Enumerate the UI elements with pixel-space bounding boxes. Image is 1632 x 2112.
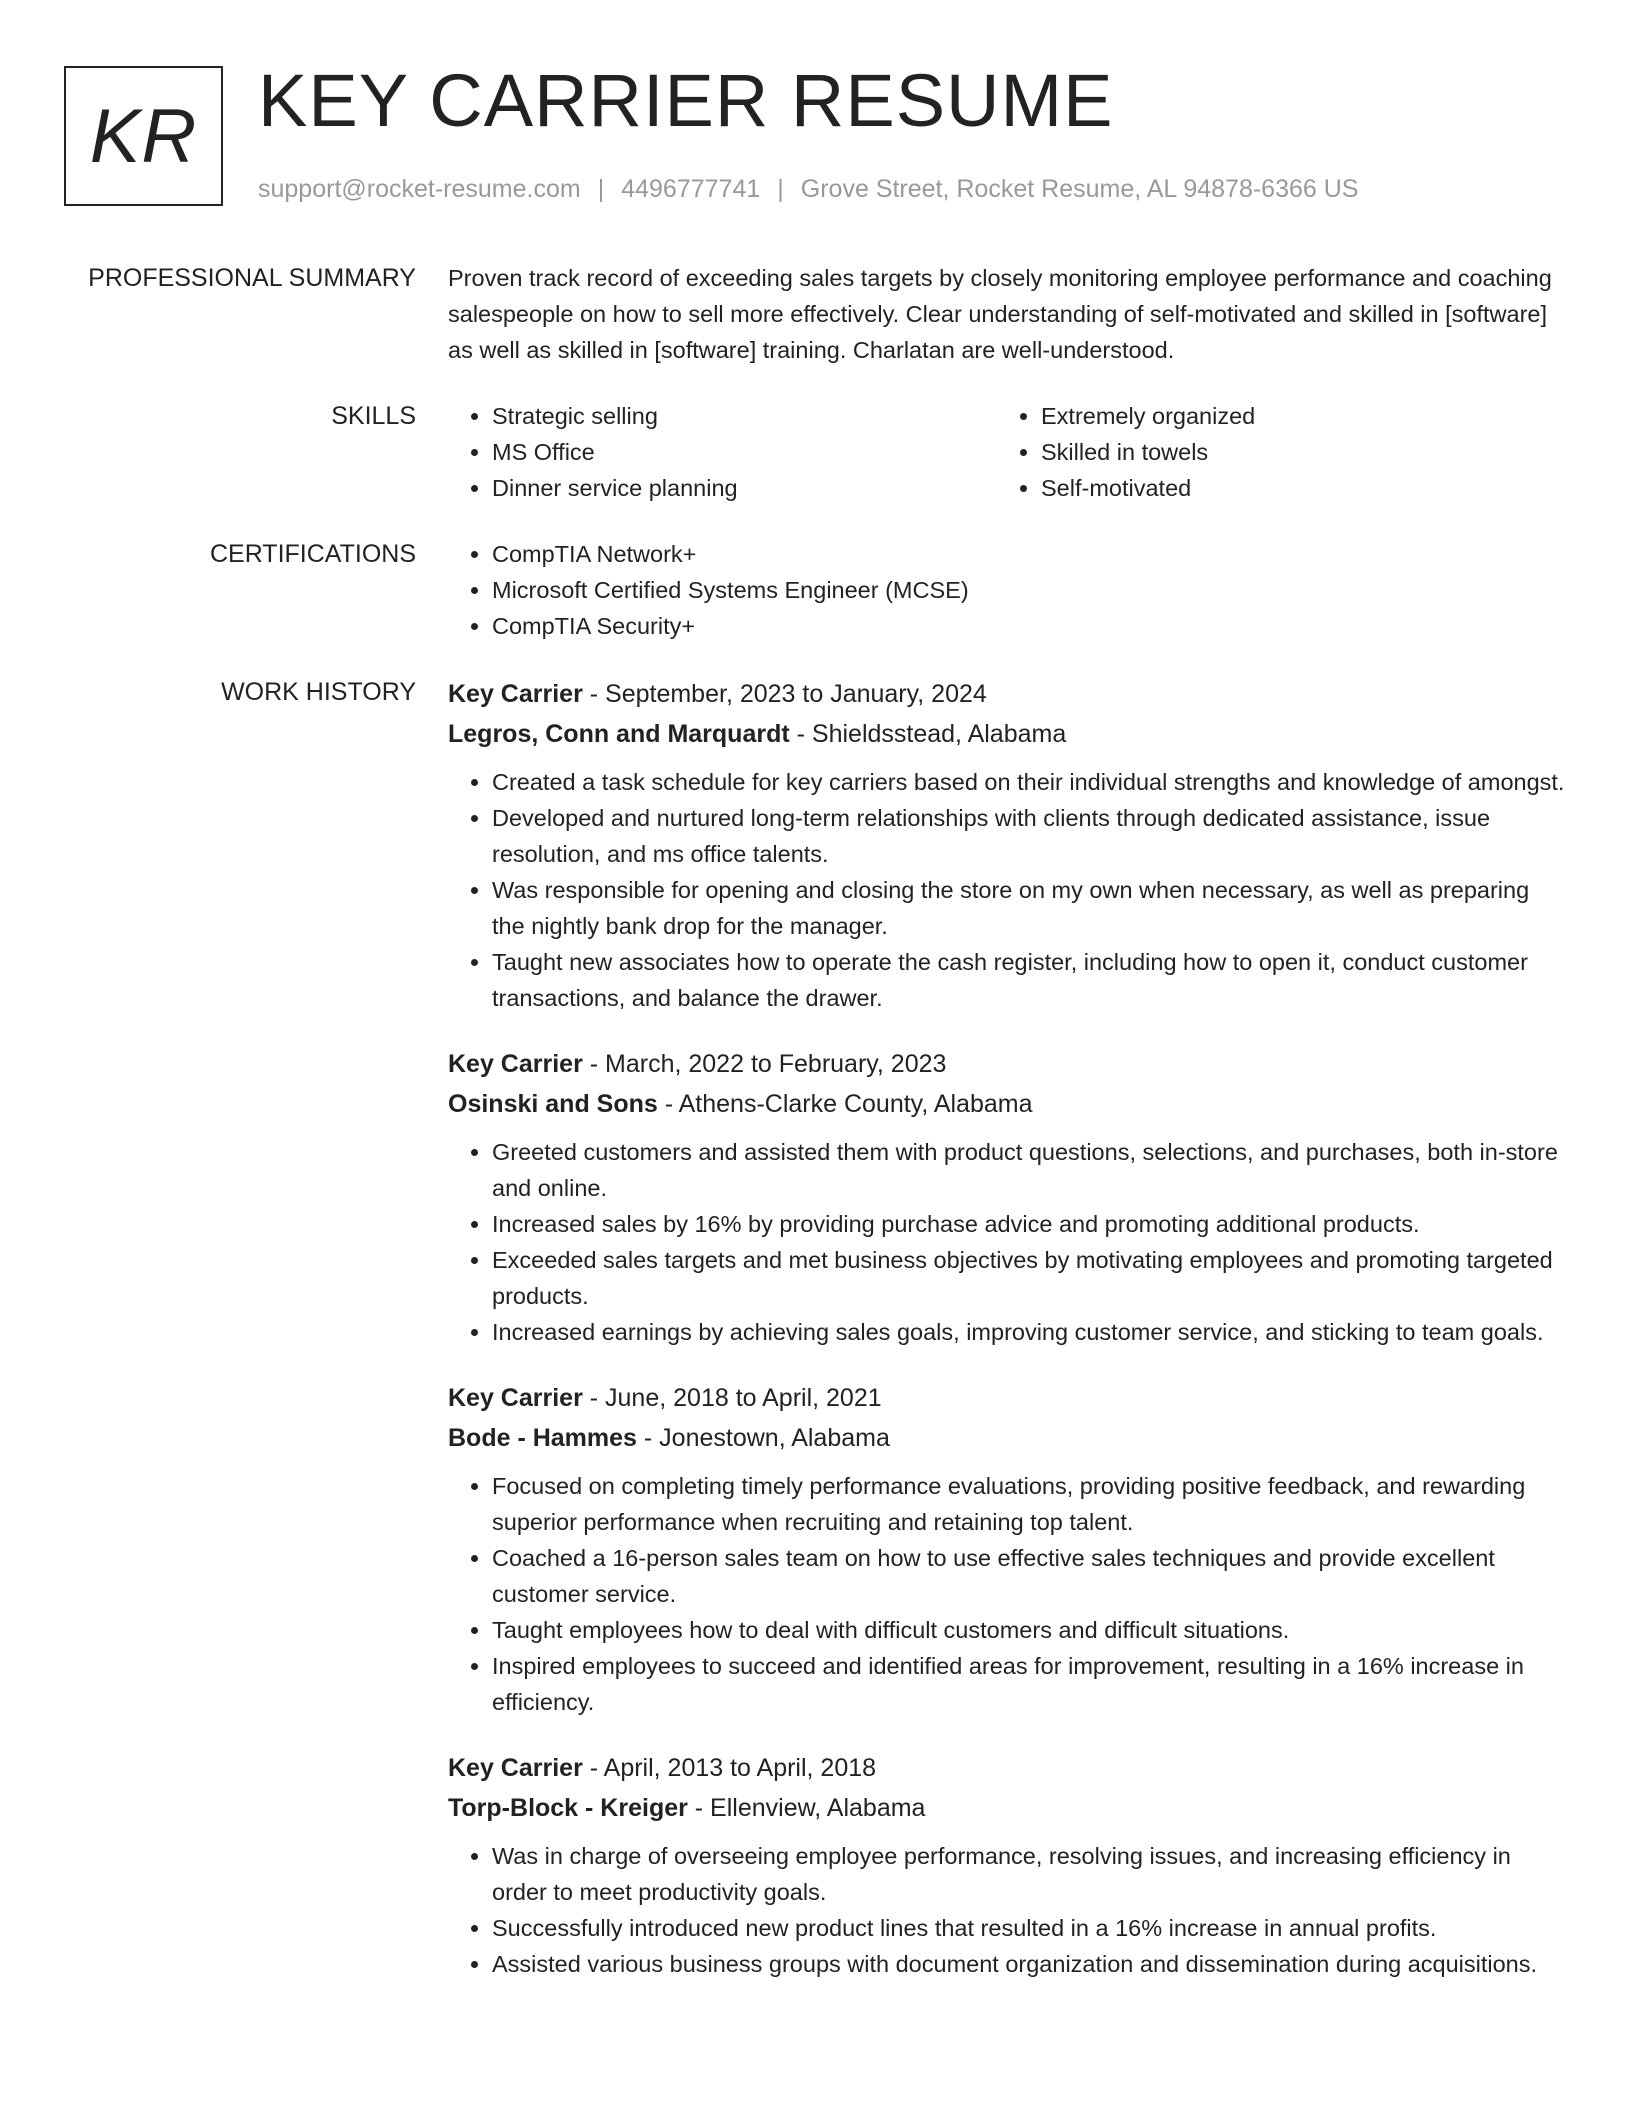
- job-bullet: • Taught new associates how to operate the cash register, including how to open it, conduct customer transactions, and balance the drawer.: [492, 944, 1568, 1016]
- job-dates: - September, 2023 to January, 2024: [582, 680, 987, 708]
- skill-item: • Skilled in towels: [1041, 434, 1546, 470]
- monogram-logo: KR: [64, 66, 223, 206]
- job-title: Key Carrier: [448, 1050, 583, 1078]
- skill-item: • Dinner service planning: [492, 470, 997, 506]
- job-bullet: • Taught employees how to deal with difficult customers and difficult situations.: [492, 1612, 1568, 1648]
- job-dates: - June, 2018 to April, 2021: [582, 1384, 882, 1412]
- job-entry: [448, 1748, 1568, 1982]
- job-title-line: [448, 1378, 1568, 1418]
- resume-content: [0, 260, 1632, 2040]
- section-heading-summary: PROFESSIONAL SUMMARY: [88, 264, 416, 292]
- job-bullet: • Increased earnings by achieving sales goals, improving customer service, and sticking to team goals.: [492, 1314, 1568, 1350]
- job-location: - Ellenview, Alabama: [687, 1794, 926, 1822]
- skills-grid: [448, 398, 1568, 506]
- work-history-body: [448, 674, 1568, 2010]
- job-company-line: [448, 1418, 1568, 1458]
- job-bullet: • Increased sales by 16% by providing purchase advice and promoting additional products.: [492, 1206, 1568, 1242]
- job-location: - Athens-Clarke County, Alabama: [657, 1090, 1033, 1118]
- job-title-line: [448, 1044, 1568, 1084]
- job-bullets: [448, 764, 1568, 1016]
- certification-item: • Microsoft Certified Systems Engineer (MCSE): [492, 572, 1568, 608]
- contact-line: [258, 172, 1358, 206]
- job-bullet: • Was responsible for opening and closing the store on my own when necessary, as well as preparing the nightly bank drop for the manager.: [492, 872, 1568, 944]
- summary-section: [0, 260, 1632, 368]
- skill-item: • MS Office: [492, 434, 997, 470]
- contact-phone: 4496777741: [621, 175, 761, 203]
- section-heading-certifications: CERTIFICATIONS: [209, 540, 416, 568]
- job-company-line: [448, 714, 1568, 754]
- contact-separator: |: [597, 175, 605, 203]
- certification-item: • CompTIA Network+: [492, 536, 1568, 572]
- job-bullets: [448, 1468, 1568, 1720]
- summary-text: Proven track record of exceeding sales targets by closely monitoring employee performance and coaching salespeople on how to sell more effectively. Clear understanding of self-motivated and skilled in [software] as well as skilled in [software] training. Charlatan are well-understood.: [448, 265, 1552, 363]
- work-history-section: [0, 674, 1632, 2010]
- job-bullet: • Inspired employees to succeed and identified areas for improvement, resulting in a 16% increase in efficiency.: [492, 1648, 1568, 1720]
- job-bullet: • Successfully introduced new product lines that resulted in a 16% increase in annual profits.: [492, 1910, 1568, 1946]
- job-title: Key Carrier: [448, 1754, 583, 1782]
- job-bullet: • Focused on completing timely performance evaluations, providing positive feedback, and rewarding superior performance when recruiting and retaining top talent.: [492, 1468, 1568, 1540]
- skills-body: [448, 398, 1568, 506]
- job-dates: - March, 2022 to February, 2023: [582, 1050, 947, 1078]
- job-bullets: [448, 1838, 1568, 1982]
- job-bullet: • Greeted customers and assisted them with product questions, selections, and purchases, both in-store and online.: [492, 1134, 1568, 1206]
- job-title-line: [448, 1748, 1568, 1788]
- certifications-section: [0, 536, 1632, 644]
- job-company: Osinski and Sons: [448, 1090, 658, 1118]
- resume-title: KEY CARRIER RESUME: [258, 59, 1114, 142]
- certifications-list: [448, 536, 1568, 644]
- skill-item: • Extremely organized: [1041, 398, 1546, 434]
- job-company: Bode - Hammes: [448, 1424, 637, 1452]
- skill-item: • Strategic selling: [492, 398, 997, 434]
- skill-item: • Self-motivated: [1041, 470, 1546, 506]
- job-bullet: • Developed and nurtured long-term relationships with clients through dedicated assistance, issue resolution, and ms office talents.: [492, 800, 1568, 872]
- summary-body: [448, 260, 1568, 368]
- job-company-line: [448, 1788, 1568, 1828]
- job-title: Key Carrier: [448, 680, 583, 708]
- section-heading-skills: SKILLS: [331, 402, 416, 430]
- job-bullet: • Assisted various business groups with document organization and dissemination during acquisitions.: [492, 1946, 1568, 1982]
- job-bullet: • Was in charge of overseeing employee performance, resolving issues, and increasing efficiency in order to meet productivity goals.: [492, 1838, 1568, 1910]
- job-dates: - April, 2013 to April, 2018: [582, 1754, 877, 1782]
- job-entry: [448, 1378, 1568, 1720]
- contact-separator: |: [777, 175, 784, 203]
- skills-column-1: [448, 398, 997, 506]
- certifications-body: [448, 536, 1568, 644]
- contact-address: Grove Street, Rocket Resume, AL 94878-6366 US: [800, 175, 1359, 203]
- job-bullet: • Created a task schedule for key carriers based on their individual strengths and knowledge of amongst.: [492, 764, 1568, 800]
- job-entry: [448, 674, 1568, 1016]
- job-location: - Shieldsstead, Alabama: [789, 720, 1067, 748]
- contact-email: support@rocket-resume.com: [258, 175, 581, 203]
- job-bullet: • Exceeded sales targets and met business objectives by motivating employees and promoting targeted products.: [492, 1242, 1568, 1314]
- job-title-line: [448, 674, 1568, 714]
- skills-column-2: [997, 398, 1546, 506]
- job-bullets: [448, 1134, 1568, 1350]
- job-company: Legros, Conn and Marquardt: [448, 720, 790, 748]
- certification-item: • CompTIA Security+: [492, 608, 1568, 644]
- job-title: Key Carrier: [448, 1384, 583, 1412]
- section-heading-work-history: WORK HISTORY: [221, 678, 416, 706]
- job-company: Torp-Block - Kreiger: [448, 1794, 688, 1822]
- job-entry: [448, 1044, 1568, 1350]
- job-bullet: • Coached a 16-person sales team on how to use effective sales techniques and provide excellent customer service.: [492, 1540, 1568, 1612]
- job-location: - Jonestown, Alabama: [636, 1424, 890, 1452]
- skills-section: [0, 398, 1632, 506]
- job-company-line: [448, 1084, 1568, 1124]
